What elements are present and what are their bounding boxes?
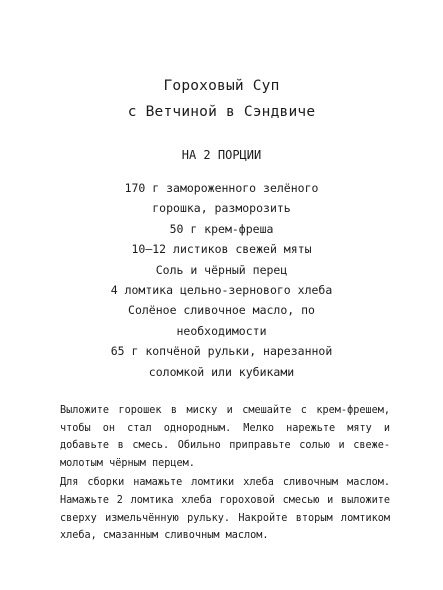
recipe-title-line-2: с Ветчиной в Сэндвиче: [127, 104, 316, 120]
ingredient-line: 50 г крем-фреша: [169, 221, 274, 236]
ingredient-line: Соль и чёрный перец: [155, 262, 288, 277]
ingredient-line: Солёное сливочное масло, по: [128, 303, 315, 318]
ingredient-line: 10–12 листиков свежей мяты: [131, 242, 312, 257]
ingredient-line: 65 г копчёной рульки, нарезанной: [110, 344, 333, 359]
servings-label: НА 2 ПОРЦИИ: [181, 148, 262, 162]
method-paragraph: Для сборки намажьте ломтики хлеба сливочным маслом. Намажьте 2 ломтика хлеба гороховой смесью и выложите сверху измельчённую рульку. Накройте вторым ломтиком хлеба, смазанным сливочным маслом.: [60, 477, 390, 542]
method-paragraph: Выложите горошек в миску и смешайте с крем-фрешем, чтобы он стал однородным. Мелко нарежьте мяту и добавьте в смесь. Обильно приправьте солью и свеже-молотым чёрным перцем.: [60, 405, 390, 469]
ingredients-list: [0, 178, 443, 382]
ingredient-line: необходимости: [176, 323, 267, 338]
ingredient-line: 4 ломтика цельно-зернового хлеба: [110, 283, 333, 298]
ingredient-line: 170 г замороженного зелёного: [124, 181, 319, 195]
ingredient-line: горошка, разморозить: [152, 201, 291, 216]
ingredient-line: соломкой или кубиками: [148, 364, 295, 379]
method-section: [60, 402, 390, 545]
recipe-title-line-1: Гороховый Суп: [163, 78, 280, 94]
